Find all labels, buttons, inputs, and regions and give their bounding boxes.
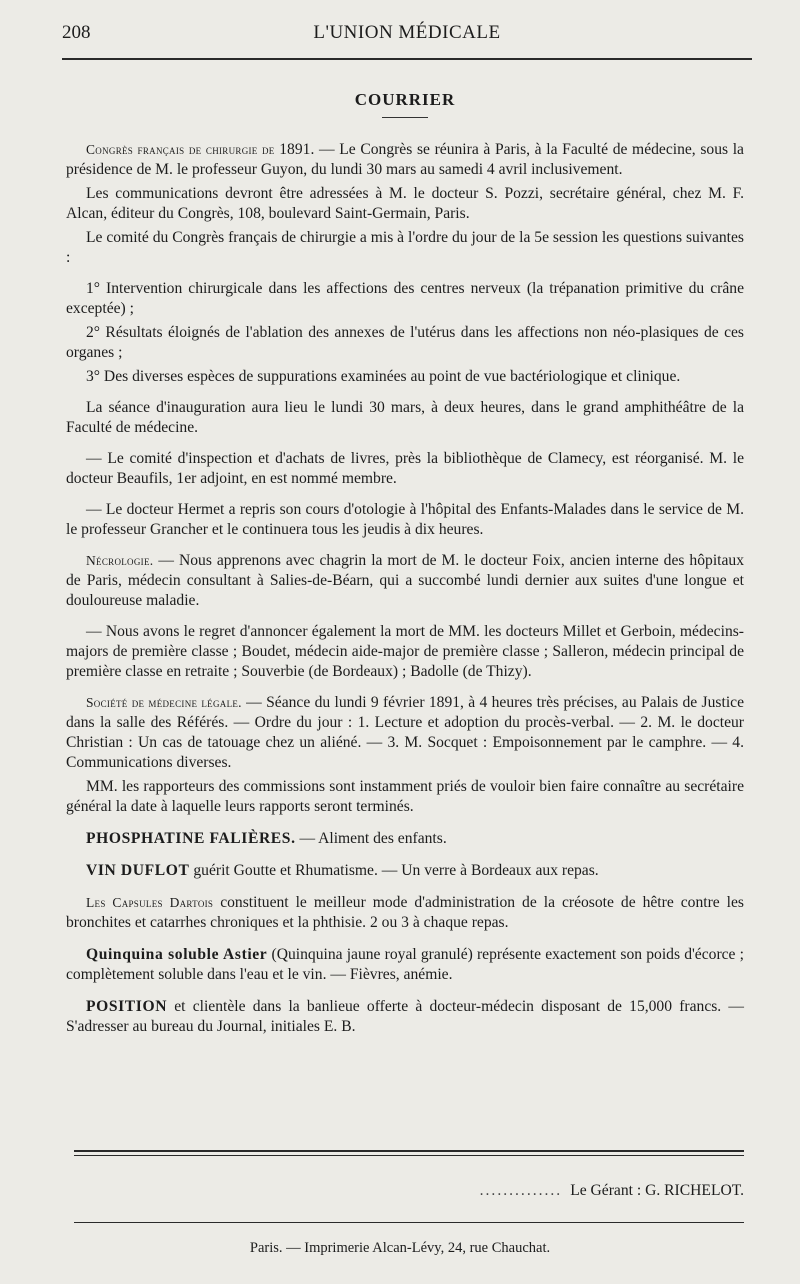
paragraph-text: — Nous avons le regret d'annoncer également la mort de MM. les docteurs Millet et Gerboin, médecins-majors de première classe ; Boudet, médecin aide-major de première classe ; Salleron, médecin principal de première classe en retraite ; Souverbie (de Bordeaux) ; Badolle (de Thizy).: [66, 623, 744, 680]
gerant-line: [66, 1182, 744, 1200]
advertisement-text: constituent le meilleur mode d'administration de la créosote de hêtre contre les bronchites et catarrhes chroniques et la phthisie. 2 ou 3 à chaque repas.: [66, 894, 744, 931]
paragraph: [66, 184, 744, 224]
advertisement-text: — Aliment des enfants.: [295, 830, 447, 847]
paragraph-text: Les communications devront être adressées à M. le docteur S. Pozzi, secrétaire général, chez M. F. Alcan, éditeur du Congrès, 108, boulevard Saint-Germain, Paris.: [66, 185, 744, 222]
paragraph-text: — Le comité d'inspection et d'achats de livres, près la bibliothèque de Clamecy, est réorganisé. M. le docteur Beaufils, 1er adjoint, en est nommé membre.: [66, 450, 744, 487]
paragraph-text: Le comité du Congrès français de chirurgie a mis à l'ordre du jour de la 5e session les questions suivantes :: [66, 229, 744, 266]
advertisement-lead: Quinquina soluble Astier: [86, 946, 268, 963]
advertisement: [66, 997, 744, 1037]
advertisement-text: et clientèle dans la banlieue offerte à docteur-médecin disposant de 15,000 francs. — S'adresser au bureau du Journal, initiales E. B.: [66, 998, 744, 1035]
advertisement-lead: Les Capsules Dartois: [86, 895, 214, 910]
article-body: [66, 90, 744, 1041]
paragraph-lead: Nécrologie.: [86, 553, 154, 568]
paragraph-text: — Le docteur Hermet a repris son cours d'otologie à l'hôpital des Enfants-Malades dans le service de M. le professeur Grancher et le continuera tous les jeudis à dix heures.: [66, 501, 744, 538]
paragraph: [66, 449, 744, 489]
paragraph-text: La séance d'inauguration aura lieu le lundi 30 mars, à deux heures, dans le grand amphithéâtre de la Faculté de médecine.: [66, 399, 744, 436]
gerant-signature: Le Gérant : G. RICHELOT.: [570, 1182, 744, 1199]
paragraph: [66, 228, 744, 268]
paragraph: [66, 622, 744, 682]
section-title: COURRIER: [354, 90, 456, 109]
section-title-rule: [382, 117, 428, 118]
leader-dots: ..............: [479, 1182, 563, 1199]
paragraph: [66, 551, 744, 611]
paragraph-text: 2° Résultats éloignés de l'ablation des annexes de l'utérus dans les affections non néo-plasiques de ces organes ;: [66, 324, 744, 361]
paragraph-text: 1891. — Le Congrès se réunira à Paris, à la Faculté de médecine, sous la présidence de M. le professeur Guyon, du lundi 30 mars au samedi 4 avril inclusivement.: [66, 141, 744, 178]
footer-rule-second: [74, 1155, 744, 1156]
advertisement: [66, 893, 744, 933]
paragraph-text: MM. les rapporteurs des commissions sont instamment priés de vouloir bien faire connaître au secrétaire général la date à laquelle leurs rapports seront terminés.: [66, 778, 744, 815]
paragraph: [66, 323, 744, 363]
paragraph-text: 1° Intervention chirurgicale dans les affections des centres nerveux (la trépanation primitive du crâne exceptée) ;: [66, 280, 744, 317]
advertisement: [66, 861, 744, 881]
advertisement-text: guérit Goutte et Rhumatisme. — Un verre à Bordeaux aux repas.: [189, 862, 599, 879]
paragraph: [66, 693, 744, 773]
footer-rule-top: [74, 1150, 744, 1152]
advertisement: [66, 829, 744, 849]
paragraph: [66, 140, 744, 180]
paragraph-lead: Société de médecine légale.: [86, 695, 242, 710]
paragraph: [66, 500, 744, 540]
advertisement-lead: VIN DUFLOT: [86, 862, 190, 879]
paragraph: [66, 398, 744, 438]
page-number: 208: [62, 22, 91, 43]
printer-imprint: Paris. — Imprimerie Alcan-Lévy, 24, rue Chauchat.: [249, 1240, 551, 1256]
advertisement-lead: POSITION: [86, 998, 168, 1015]
advertisement: [66, 945, 744, 985]
paragraph: [66, 279, 744, 319]
advertisement-text: (Quinquina jaune royal granulé) représente exactement son poids d'écorce ; complètement soluble dans l'eau et le vin. — Fièvres, anémie.: [66, 946, 744, 983]
paragraph: [66, 367, 744, 387]
paragraph-text: — Nous apprenons avec chagrin la mort de M. le docteur Foix, ancien interne des hôpitaux de Paris, médecin consultant à Salies-de-Béarn, qui a succombé lundi dernier aux suites d'une longue et douloureuse maladie.: [66, 552, 744, 609]
advertisement-lead: PHOSPHATINE FALIÈRES.: [86, 830, 296, 847]
header-rule: [62, 58, 752, 60]
paragraph-lead: Congrès français de chirurgie de: [86, 142, 275, 157]
paragraph-text: — Séance du lundi 9 février 1891, à 4 heures très précises, au Palais de Justice dans la salle des Référés. — Ordre du jour : 1. Lecture et adoption du procès-verbal. — 2. M. le docteur Christian : Un cas de tatouage chez un aliéné. — 3. M. Socquet : Empoisonnement par le camphre. — 4. Communications diverses.: [66, 694, 744, 771]
advertisements: [66, 829, 744, 1037]
footer-rule-bottom: [74, 1222, 744, 1223]
page-header: [62, 22, 752, 54]
paragraph-text: 3° Des diverses espèces de suppurations examinées au point de vue bactériologique et clinique.: [86, 368, 681, 385]
running-title: L'UNION MÉDICALE: [313, 22, 501, 43]
paragraph: [66, 777, 744, 817]
